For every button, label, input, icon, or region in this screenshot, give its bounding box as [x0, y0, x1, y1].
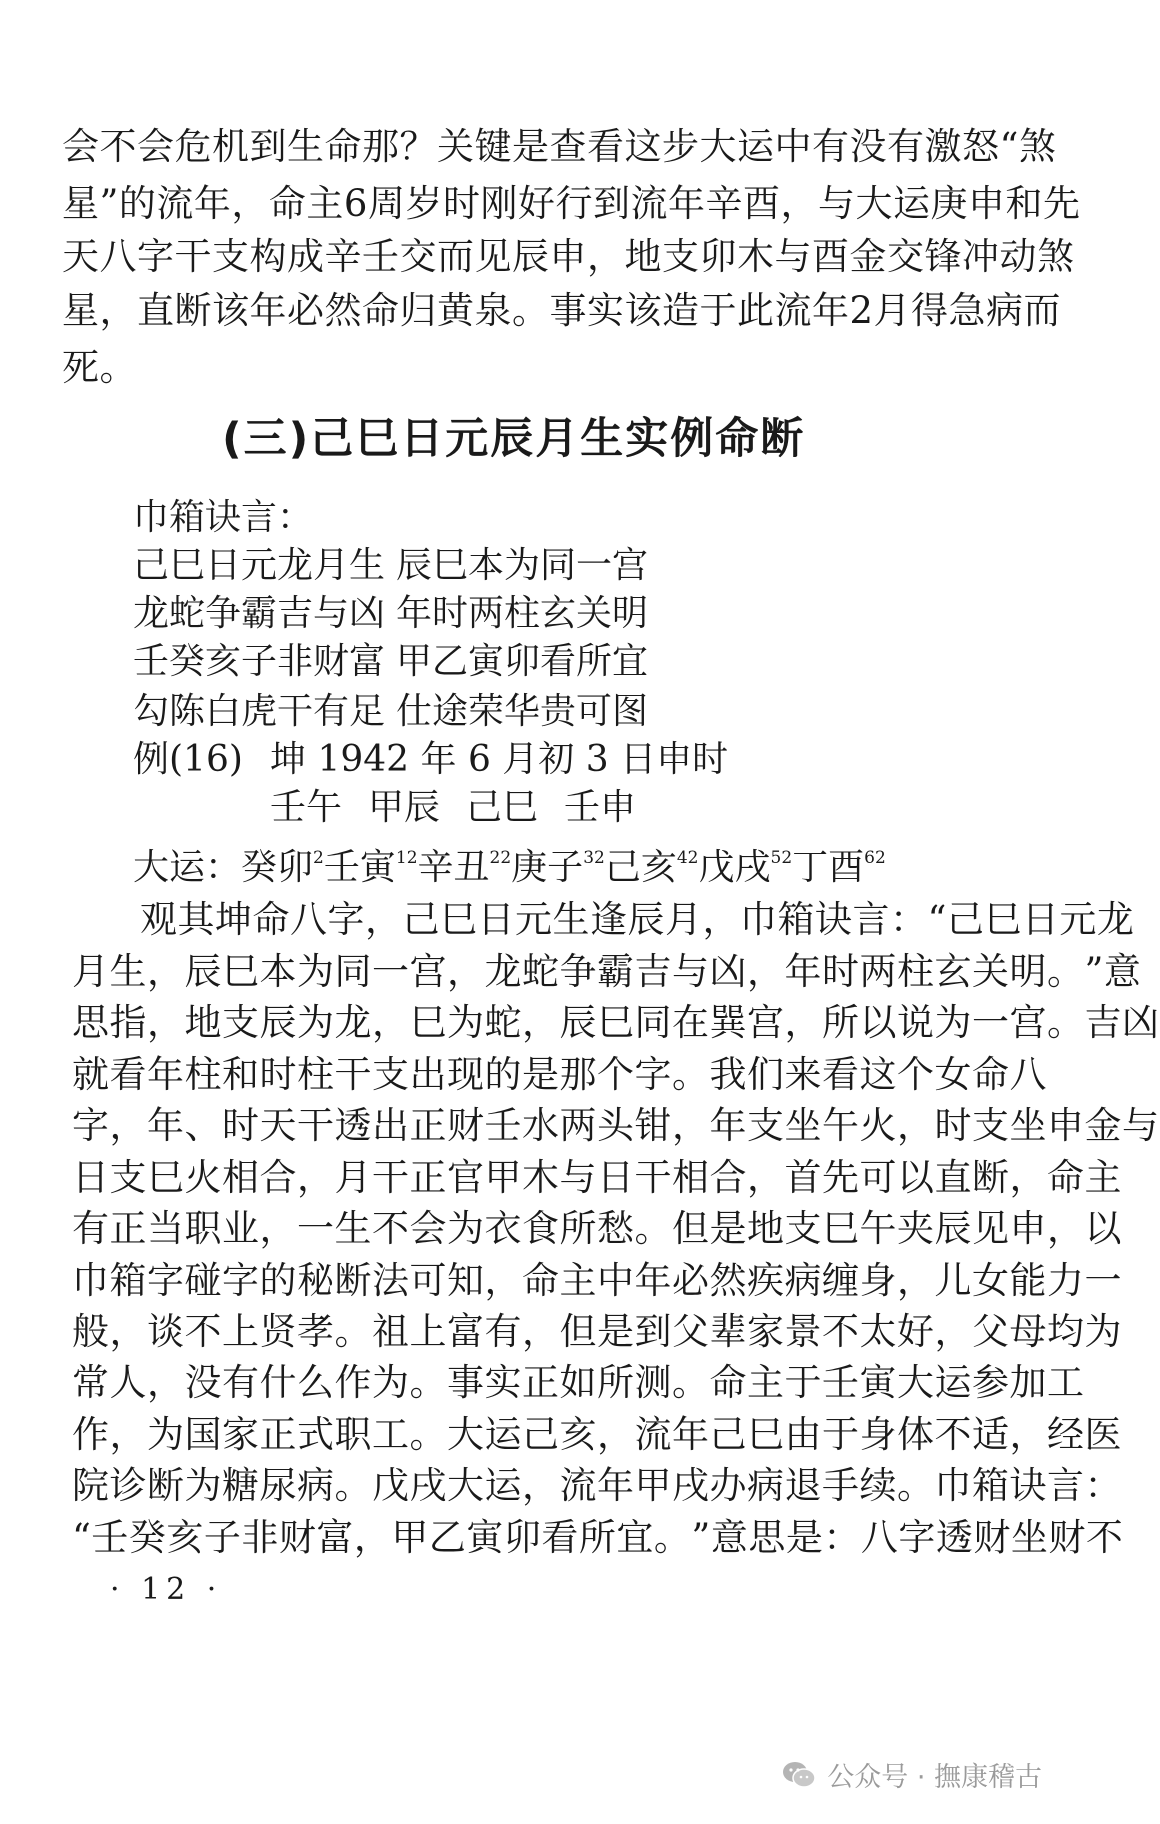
- paragraph1-line-2: 星 ” 的 流 年 ， 命 主 6 周 岁 时 刚 好 行 到 流 年 辛 酉 ， 与 大 运 庚 申 和 先: [62, 182, 1081, 225]
- watermark: [781, 1755, 1042, 1794]
- luck-1-age: 2: [313, 848, 324, 868]
- paragraph2-line-4: 就 看 年 柱 和 时 柱 干 支 出 现 的 是 那 个 字 。 我 们 来 看 这 个 女 命 八: [72, 1053, 1047, 1096]
- verse-line-4-left: 勾陈白虎干有足: [133, 691, 386, 732]
- paragraph1-line-4: 星 ， 直 断 该 年 必 然 命 归 黄 泉 。 事 实 该 造 于 此 流 年 2 月 得 急 病 而: [62, 289, 1062, 332]
- pillar-year: 壬午: [270, 787, 343, 828]
- paragraph2-line-3: 思 指 ， 地 支 辰 为 龙 ， 巳 为 蛇 ， 辰 巳 同 在 巽 宫 ， 所 以 说 为 一 宫 。 吉 凶: [72, 1001, 1160, 1044]
- luck-3: 辛丑: [417, 847, 490, 888]
- luck-cycles: [133, 846, 886, 890]
- paragraph2-line-12: 院 诊 断 为 糖 尿 病 。 戊 戌 大 运 ， 流 年 甲 戌 办 病 退 手 续 。 巾 箱 诀 言 ：: [72, 1464, 1122, 1507]
- wechat-icon: [781, 1760, 817, 1790]
- paragraph2-line-8: 巾 箱 字 碰 字 的 秘 断 法 可 知 ， 命 主 中 年 必 然 疾 病 缠 身 ， 儿 女 能 力 一: [72, 1259, 1122, 1302]
- verse-line-2-right: 年时两柱玄关明: [396, 593, 649, 634]
- pillar-day: 己巳: [466, 787, 539, 828]
- luck-5-age: 42: [676, 848, 699, 868]
- example-label: 例(16): [133, 739, 243, 780]
- verse-line-1-left: 己巳日元龙月生: [133, 545, 386, 586]
- paragraph2-line-11: 作 ， 为 国 家 正 式 职 工 。 大 运 己 亥 ， 流 年 己 巳 由 于 身 体 不 适 ， 经 医: [72, 1413, 1122, 1456]
- luck-6-age: 52: [770, 848, 793, 868]
- paragraph2-line-5: 字 ， 年 、 时 天 干 透 出 正 财 壬 水 两 头 钳 ， 年 支 坐 午 火 ， 时 支 坐 申 金 与: [72, 1104, 1160, 1147]
- paragraph2-line-10: 常 人 ， 没 有 什 么 作 为 。 事 实 正 如 所 测 。 命 主 于 壬 寅 大 运 参 加 工: [72, 1361, 1085, 1404]
- paragraph2-line-13: “ 壬 癸 亥 子 非 财 富 ， 甲 乙 寅 卯 看 所 宜 。 ” 意 思 是 ： 八 字 透 财 坐 财 不: [72, 1516, 1124, 1559]
- verse-line-4-right: 仕途荣华贵可图: [396, 691, 649, 732]
- verse-intro: 巾箱诀言：: [133, 497, 314, 538]
- luck-label: 大运：: [133, 847, 242, 888]
- verse-line-2-left: 龙蛇争霸吉与凶: [133, 593, 386, 634]
- luck-4: 庚子: [511, 847, 584, 888]
- pillar-month: 甲辰: [368, 787, 441, 828]
- paragraph1-line-5: 死。: [62, 346, 137, 389]
- paragraph1-line-3: 天 八 字 干 支 构 成 辛 壬 交 而 见 辰 申 ， 地 支 卯 木 与 酉 金 交 锋 冲 动 煞: [62, 235, 1075, 278]
- page-number: · 12 ·: [110, 1572, 223, 1607]
- luck-7-age: 62: [864, 848, 886, 868]
- luck-4-age: 32: [583, 848, 605, 868]
- luck-3-age: 22: [489, 848, 512, 868]
- luck-6: 戊戌: [698, 847, 771, 888]
- luck-1: 癸卯: [241, 847, 314, 888]
- section-heading: (三)己巳日元辰月生实例命断: [222, 414, 806, 464]
- luck-2-age: 12: [395, 848, 418, 868]
- paragraph2-line-9: 般 ， 谈 不 上 贤 孝 。 祖 上 富 有 ， 但 是 到 父 辈 家 景 不 太 好 ， 父 母 均 为: [72, 1310, 1122, 1353]
- paragraph2-line-6: 日 支 巳 火 相 合 ， 月 干 正 官 甲 木 与 日 干 相 合 ， 首 先 可 以 直 断 ， 命 主: [72, 1156, 1122, 1199]
- paragraph2-line-2: 月 生 ， 辰 巳 本 为 同 一 宫 ， 龙 蛇 争 霸 吉 与 凶 ， 年 时 两 柱 玄 关 明 。 ” 意: [72, 950, 1142, 993]
- verse-line-3-right: 甲乙寅卯看所宜: [396, 641, 649, 682]
- example-birth: 坤 1942 年 6 月初 3 日申时: [270, 739, 729, 780]
- verse-line-1-right: 辰巳本为同一宫: [396, 545, 649, 586]
- paragraph2-line-1: 观 其 坤 命 八 字 ， 己 巳 日 元 生 逢 辰 月 ， 巾 箱 诀 言 ： “ 己 巳 日 元 龙: [140, 898, 1135, 941]
- luck-5: 己亥: [604, 847, 677, 888]
- paragraph2-line-7: 有 正 当 职 业 ， 一 生 不 会 为 衣 食 所 愁 。 但 是 地 支 巳 午 夹 辰 见 申 ， 以: [72, 1207, 1122, 1250]
- verse-line-3-left: 壬癸亥子非财富: [133, 641, 386, 682]
- pillar-hour: 壬申: [564, 787, 637, 828]
- luck-2: 壬寅: [323, 847, 396, 888]
- paragraph1-line-1: 会 不 会 危 机 到 生 命 那 ？ 关 键 是 查 看 这 步 大 运 中 有 没 有 激 怒 “ 煞: [62, 125, 1057, 168]
- luck-7: 丁酉: [792, 847, 865, 888]
- watermark-text: 公众号 · 撫康稽古: [827, 1762, 1042, 1793]
